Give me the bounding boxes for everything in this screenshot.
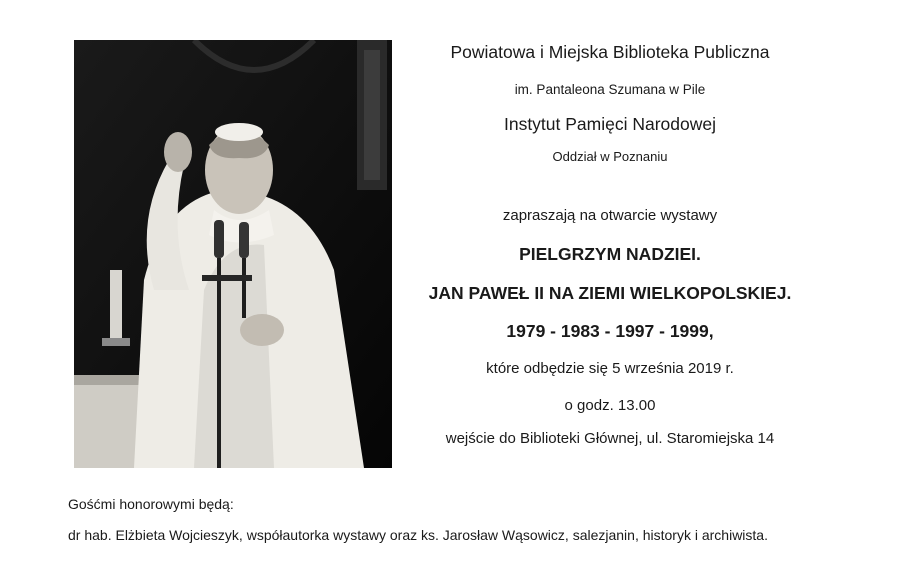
exhibition-years: 1979 - 1983 - 1997 - 1999, <box>506 321 714 341</box>
library-patron: im. Pantaleona Szumana w Pile <box>514 82 706 97</box>
event-time: o godz. 13.00 <box>564 397 656 414</box>
exhibition-title-line1: PIELGRZYM NADZIEI. <box>519 244 701 264</box>
guests-heading: Gośćmi honorowymi będą: <box>68 496 234 512</box>
institute-name: Instytut Pamięci Narodowej <box>503 114 717 134</box>
institute-branch: Oddział w Poznaniu <box>552 149 668 164</box>
library-name: Powiatowa i Miejska Biblioteka Publiczna <box>450 42 770 62</box>
guests-names: dr hab. Elżbieta Wojcieszyk, współautorka wystawy oraz ks. Jarosław Wąsowicz, salezjanin, historyk i archiwista. <box>68 527 768 543</box>
event-date: które odbędzie się 5 września 2019 r. <box>486 360 734 377</box>
photo-illustration <box>74 40 392 468</box>
pope-photograph <box>74 40 392 468</box>
exhibition-title-line2: JAN PAWEŁ II NA ZIEMI WIELKOPOLSKIEJ. <box>428 283 792 303</box>
event-entrance: wejście do Biblioteki Głównej, ul. Staromiejska 14 <box>445 430 775 447</box>
invitation-intro: zapraszają na otwarcie wystawy <box>502 207 718 224</box>
